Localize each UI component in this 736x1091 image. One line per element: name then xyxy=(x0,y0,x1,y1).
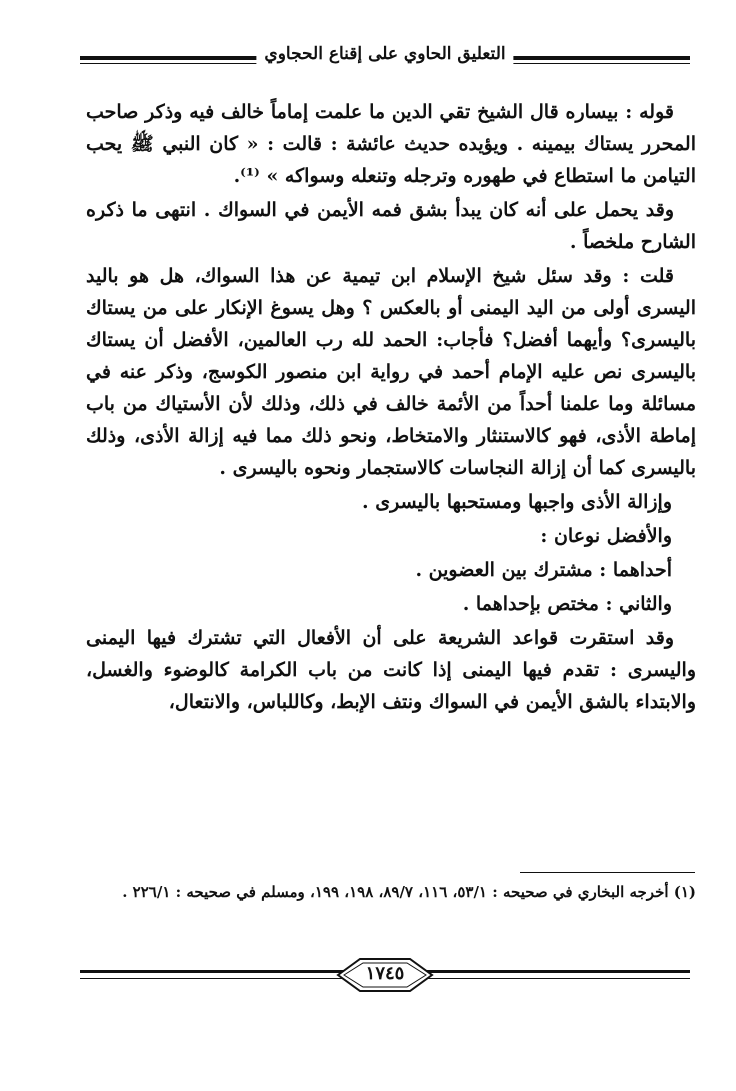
main-text xyxy=(86,96,696,720)
footnote-separator xyxy=(520,872,695,873)
running-header-title: التعليق الحاوي على إقناع الحجاوي xyxy=(256,44,513,64)
list-item-1: وإزالة الأذى واجبها ومستحبها باليسرى . xyxy=(362,491,672,513)
running-header xyxy=(80,40,690,80)
paragraph-4: وقد استقرت قواعد الشريعة على أن الأفعال التي تشترك فيها اليمنى واليسرى : تقدم فيها اليمنى إذا كانت من باب الكرامة كالوضوء والغسل، والابتداء بالشق الأيمن في السواك ونتف الإبط، وكاللباس، والانتعال، xyxy=(86,627,696,713)
list-item-3: أحداهما : مشترك بين العضوين . xyxy=(415,559,672,581)
paragraph-2: وقد يحمل على أنه كان يبدأ بشق فمه الأيمن في السواك . انتهى ما ذكره الشارح ملخصاً . xyxy=(86,199,696,253)
paragraph-1: قوله : بيساره قال الشيخ تقي الدين ما علمت إماماً خالف فيه وذكر صاحب المحرر يستاك بيمينه . ويؤيده حديث عائشة : قالت : « كان النبي ﷺ يحب التيامن ما استطاع في طهوره وترجله وتنعله وسواكه » ⁽¹⁾. xyxy=(86,101,696,187)
list-item-2: والأفضل نوعان : xyxy=(540,525,672,547)
list-item-4: والثاني : مختص بإحداهما . xyxy=(462,593,672,615)
footnote: (١) أخرجه البخاري في صحيحه : ٥٣/١، ١١٦، ٨٩/٧، ١٩٨، ١٩٩، ومسلم في صحيحه : ٢٢٦/١ . xyxy=(122,883,696,901)
page-number-ornament xyxy=(80,950,690,1000)
page-number: ١٧٤٥ xyxy=(365,963,405,984)
paragraph-3: قلت : وقد سئل شيخ الإسلام ابن تيمية عن هذا السواك، هل هو باليد اليسرى أولى من اليد اليمنى أو بالعكس ؟ وهل يسوغ الإنكار على من يستاك باليسرى؟ وأيهما أفضل؟ فأجاب: الحمد لله رب العالمين، الأفضل أن يستاك باليسرى نص عليه الإمام أحمد في رواية ابن منصور الكوسج، وذكر عنه في مسائلة وما علمنا أحداً من الأئمة خالف في ذلك، وذلك لأن الأستياك من باب إماطة الأذى، فهو كالاستنثار والامتخاط، ونحو ذلك مما فيه إزالة الأذى، وذلك باليسرى كما أن إزالة النجاسات كالاستجمار ونحوه باليسرى . xyxy=(86,265,696,479)
